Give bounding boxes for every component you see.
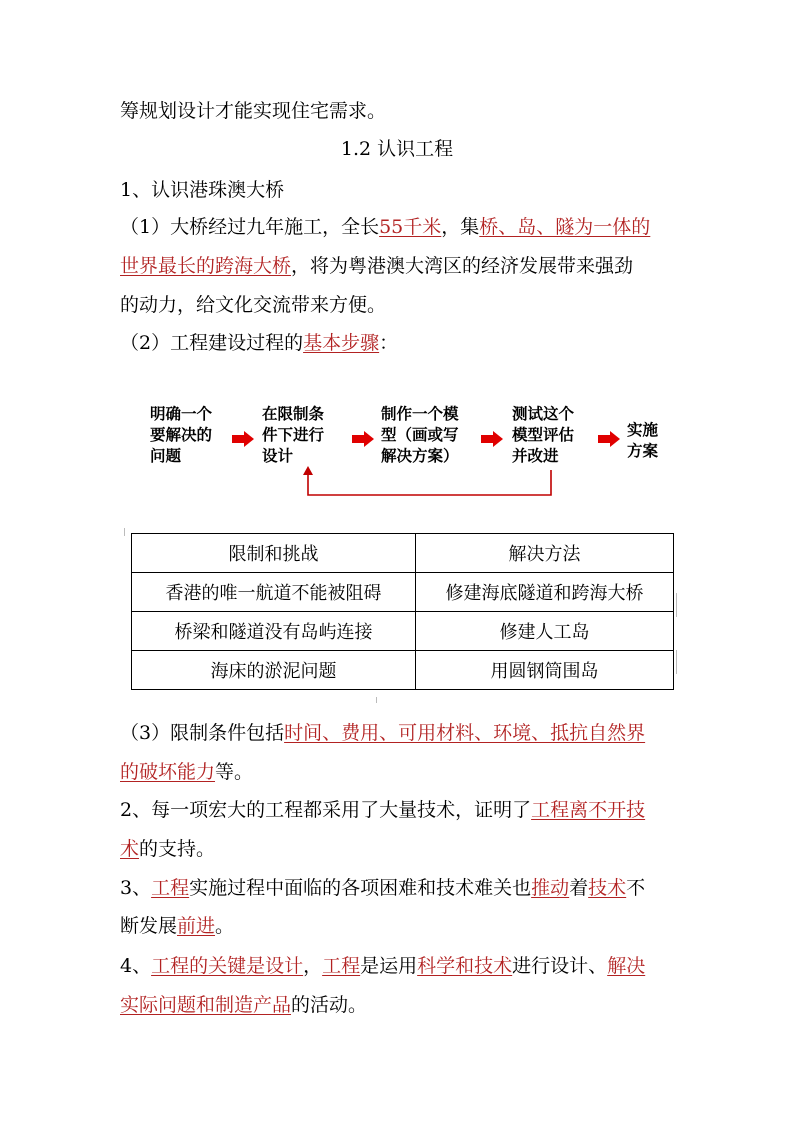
flow-step-text: 模型评估: [512, 426, 575, 444]
table-header: 限制和挑战: [132, 534, 416, 573]
table-row: [132, 573, 674, 612]
item2-highlight: 术: [120, 838, 140, 860]
item3-highlight: 技术: [588, 877, 627, 899]
flow-step-3: [381, 404, 459, 467]
item3-highlight: 前进: [177, 915, 216, 937]
flow-step-text: 测试这个: [512, 405, 575, 423]
table-header-row: [132, 534, 674, 573]
item3-highlight: 推动: [531, 877, 570, 899]
flow-step-text: 问题: [150, 447, 182, 465]
p1-line2: [120, 254, 633, 278]
table-edge-mark: [376, 697, 377, 703]
flow-step-1: [150, 404, 212, 467]
p2-line: [120, 331, 398, 355]
arrow-right-icon: [352, 431, 374, 447]
item3-line1: [120, 876, 645, 900]
item4-highlight: 科学和技术: [417, 955, 513, 977]
arrow-right-icon: [598, 431, 620, 447]
flow-step-text: 设计: [262, 447, 294, 465]
flow-step-text: 制作一个模: [381, 405, 459, 423]
p1-text: （1）大桥经过九年施工，全长: [120, 216, 380, 238]
item4-highlight: 工程的关键是设计: [151, 955, 304, 977]
item3-line2: [120, 914, 234, 938]
item2-line2: [120, 837, 215, 861]
p3-text: 等。: [215, 761, 254, 783]
item3-text: 断发展: [120, 915, 178, 937]
flow-step-text: 件下进行: [262, 426, 325, 444]
table-corner-mark: [124, 528, 125, 536]
item4-line1: [120, 954, 645, 978]
flow-step-4: [512, 404, 574, 467]
flow-step-text: 要解决的: [150, 426, 213, 444]
item3-text: 不: [626, 877, 646, 899]
item3-text: 。: [215, 915, 235, 937]
arrow-right-icon: [481, 431, 503, 447]
item2-line1: [120, 798, 645, 822]
p3-highlight: 的破坏能力: [120, 761, 216, 783]
item4-highlight: 实际问题和制造产品: [120, 994, 292, 1016]
section-title: 1.2 认识工程: [340, 138, 454, 160]
item4-highlight: 解决: [607, 955, 646, 977]
item4-text: 4、: [120, 955, 152, 977]
feedback-loop-arrow: [300, 464, 560, 500]
flow-step-text: 解决方案）: [381, 447, 459, 465]
item4-line2: [120, 993, 367, 1017]
p2-highlight: 基本步骤: [303, 332, 380, 354]
p3-text: （3）限制条件包括: [120, 722, 285, 744]
flow-step-text: 明确一个: [150, 405, 213, 423]
arrow-right-icon: [232, 431, 254, 447]
table-row: [132, 651, 674, 690]
item1-title: 1、认识港珠澳大桥: [120, 179, 285, 201]
flow-step-text: 在限制条: [262, 405, 325, 423]
table-cell: 香港的唯一航道不能被阻碍: [132, 573, 416, 612]
table-cell: 修建海底隧道和跨海大桥: [416, 573, 674, 612]
item3-text: 3、: [120, 877, 152, 899]
flow-step-text: 实施: [627, 421, 659, 439]
p3-line2: [120, 760, 253, 784]
table-cell: 用圆钢筒围岛: [416, 651, 674, 690]
p3-highlight: 时间、费用、可用材料、环境、抵抗自然界: [284, 722, 646, 744]
p1-line3: 的动力，给文化交流带来方便。: [120, 294, 387, 316]
item2-text: 的支持。: [139, 838, 216, 860]
table-edge-mark: [676, 593, 677, 617]
table-edge-mark: [676, 650, 677, 674]
item4-text: 的活动。: [291, 994, 368, 1016]
flow-step-text: 方案: [627, 442, 659, 460]
p2-text: ：: [379, 332, 399, 354]
item4-text: 进行设计、: [512, 955, 608, 977]
flow-step-text: 型（画或写: [381, 426, 459, 444]
table-row: [132, 612, 674, 651]
item3-text: 着: [569, 877, 589, 899]
p1-line1: [120, 215, 650, 239]
item3-text: 实施过程中面临的各项困难和技术难关也: [189, 877, 532, 899]
table-header: 解决方法: [416, 534, 674, 573]
p1-highlight: 世界最长的跨海大桥: [120, 255, 292, 277]
p1-length: 55千米: [379, 216, 442, 238]
intro-line: 筹规划设计才能实现住宅需求。: [120, 100, 387, 122]
item4-text: 是运用: [360, 955, 418, 977]
table-cell: 修建人工岛: [416, 612, 674, 651]
table-cell: 海床的淤泥问题: [132, 651, 416, 690]
p1-text: ，将为粤港澳大湾区的经济发展带来强劲: [291, 255, 634, 277]
flow-step-2: [262, 404, 324, 467]
p1-highlight: 桥、岛、隧为一体的: [479, 216, 651, 238]
flow-step-5: [627, 420, 658, 462]
p3-line1: [120, 721, 645, 745]
item4-text: ，: [303, 955, 323, 977]
item2-text: 2、每一项宏大的工程都采用了大量技术，证明了: [120, 799, 532, 821]
constraints-table: [131, 533, 674, 690]
item3-highlight: 工程: [151, 877, 190, 899]
flow-step-text: 并改进: [512, 447, 559, 465]
item4-highlight: 工程: [322, 955, 361, 977]
p1-text: ，集: [441, 216, 480, 238]
item2-highlight: 工程离不开技: [531, 799, 646, 821]
p2-text: （2）工程建设过程的: [120, 332, 304, 354]
table-cell: 桥梁和隧道没有岛屿连接: [132, 612, 416, 651]
